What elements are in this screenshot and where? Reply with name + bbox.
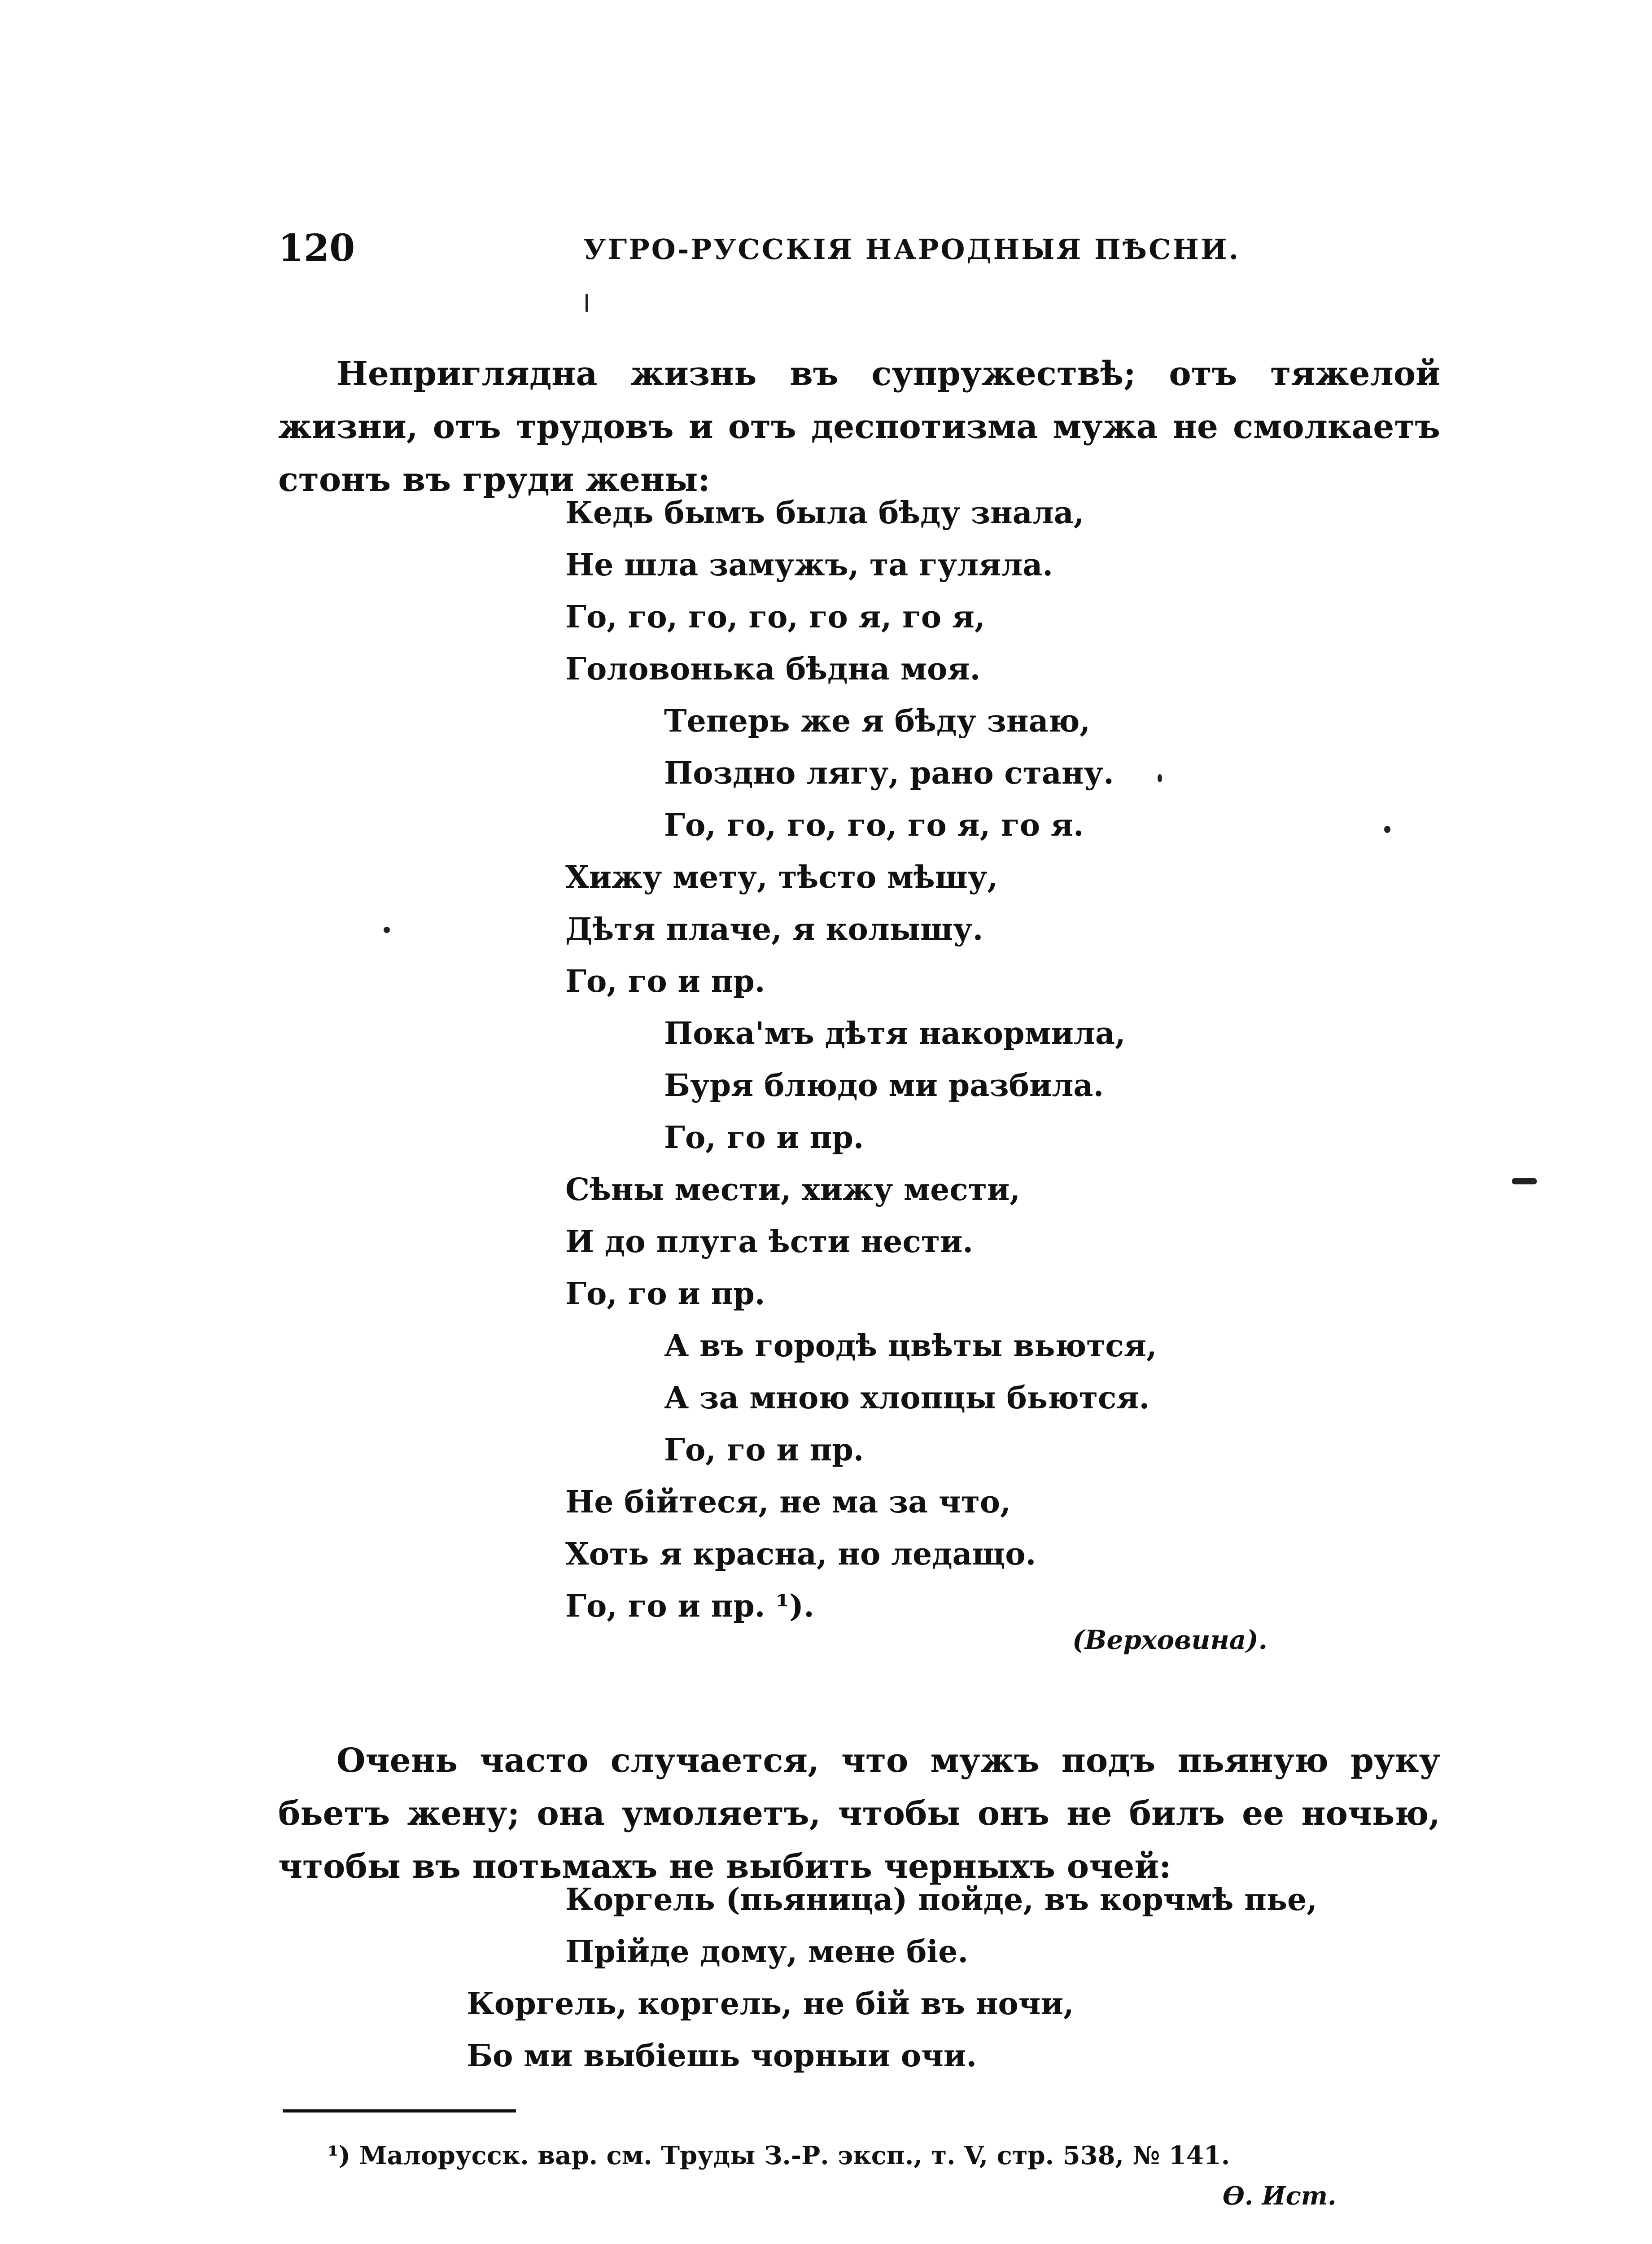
song2-line: Прійде дому, мене біе. bbox=[565, 1934, 969, 1970]
song-verse-1 bbox=[565, 487, 1157, 1632]
page-header bbox=[278, 227, 1445, 276]
song1-line: Го, го и пр. bbox=[664, 1432, 864, 1468]
footnote-text: ¹) Малорусск. вар. см. Труды З.-Р. эксп., т. V, стр. 538, № 141. bbox=[328, 2141, 1230, 2170]
song1-line: Пока'мъ дѣтя накормила, bbox=[664, 1016, 1126, 1052]
song1-line: Го, го, го, го, го я, го я, bbox=[565, 599, 985, 635]
song1-line: Не бійтеся, не ма за что, bbox=[565, 1484, 1011, 1520]
paragraph-intro-text: Непригляднa жизнь въ супружествѣ; отъ тяжелой жизни, отъ трудовъ и отъ деспотизма мужа не смолкаетъ стонъ въ груди жены: bbox=[278, 355, 1440, 499]
song-attribution: (Верховина). bbox=[1072, 1625, 1267, 1655]
song1-line: Теперь же я бѣду знаю, bbox=[664, 703, 1091, 739]
song1-line: Кедь бымъ была бѣду знала, bbox=[565, 495, 1084, 531]
footnote-signature: Ѳ. Ист. bbox=[1223, 2181, 1337, 2211]
paragraph-intro bbox=[278, 347, 1440, 506]
scan-speck bbox=[1384, 826, 1390, 833]
footnote-divider bbox=[283, 2109, 516, 2113]
scan-speck bbox=[1158, 774, 1162, 782]
song1-line: Не шла замужъ, та гуляла. bbox=[565, 547, 1053, 583]
song1-line: А въ городѣ цвѣты вьются, bbox=[664, 1328, 1157, 1364]
page-number: 120 bbox=[278, 227, 355, 270]
song1-line: Буря блюдо ми разбила. bbox=[664, 1068, 1104, 1104]
song1-line: Го, го и пр. ¹). bbox=[565, 1588, 814, 1624]
paragraph-second-text: Очень часто случается, что мужъ подъ пьяную руку бьетъ жену; она умоляетъ, чтобы онъ не билъ ее ночью, чтобы въ потьмахъ не выбить черныхъ очей: bbox=[278, 1741, 1440, 1886]
song1-line: Го, го и пр. bbox=[565, 1276, 765, 1312]
running-title: УГРО-РУССКІЯ НАРОДНЫЯ ПѢСНИ. bbox=[583, 233, 1241, 266]
song2-line: Коргель (пьяница) пойде, въ корчмѣ пье, bbox=[565, 1882, 1317, 1918]
song1-line: Го, го и пр. bbox=[565, 964, 765, 999]
song2-line: Бо ми выбіешь чорныи очи. bbox=[467, 2038, 977, 2074]
song-verse-2 bbox=[467, 1874, 1317, 2082]
scan-speck bbox=[1512, 1178, 1537, 1184]
song2-line: Коргель, коргель, не бій въ ночи, bbox=[467, 1986, 1074, 2022]
song1-line: Сѣны мести, хижу мести, bbox=[565, 1172, 1021, 1208]
scan-speck bbox=[586, 294, 588, 312]
song1-line: Го, го, го, го, го я, го я. bbox=[664, 807, 1084, 843]
song1-line: А за мною хлопцы бьются. bbox=[664, 1380, 1150, 1416]
song1-line: Головонька бѣдна моя. bbox=[565, 651, 981, 687]
song1-line: Хижу мету, тѣсто мѣшу, bbox=[565, 859, 998, 895]
song1-line: И до плуга ѣсти нести. bbox=[565, 1224, 974, 1260]
song1-line: Хоть я красна, но ледащо. bbox=[565, 1536, 1036, 1572]
song1-line: Дѣтя плаче, я колышу. bbox=[565, 912, 983, 947]
song1-line: Поздно лягу, рано стану. bbox=[664, 755, 1114, 791]
song1-line: Го, го и пр. bbox=[664, 1120, 864, 1156]
scan-speck bbox=[384, 927, 390, 933]
paragraph-second bbox=[278, 1734, 1440, 1893]
